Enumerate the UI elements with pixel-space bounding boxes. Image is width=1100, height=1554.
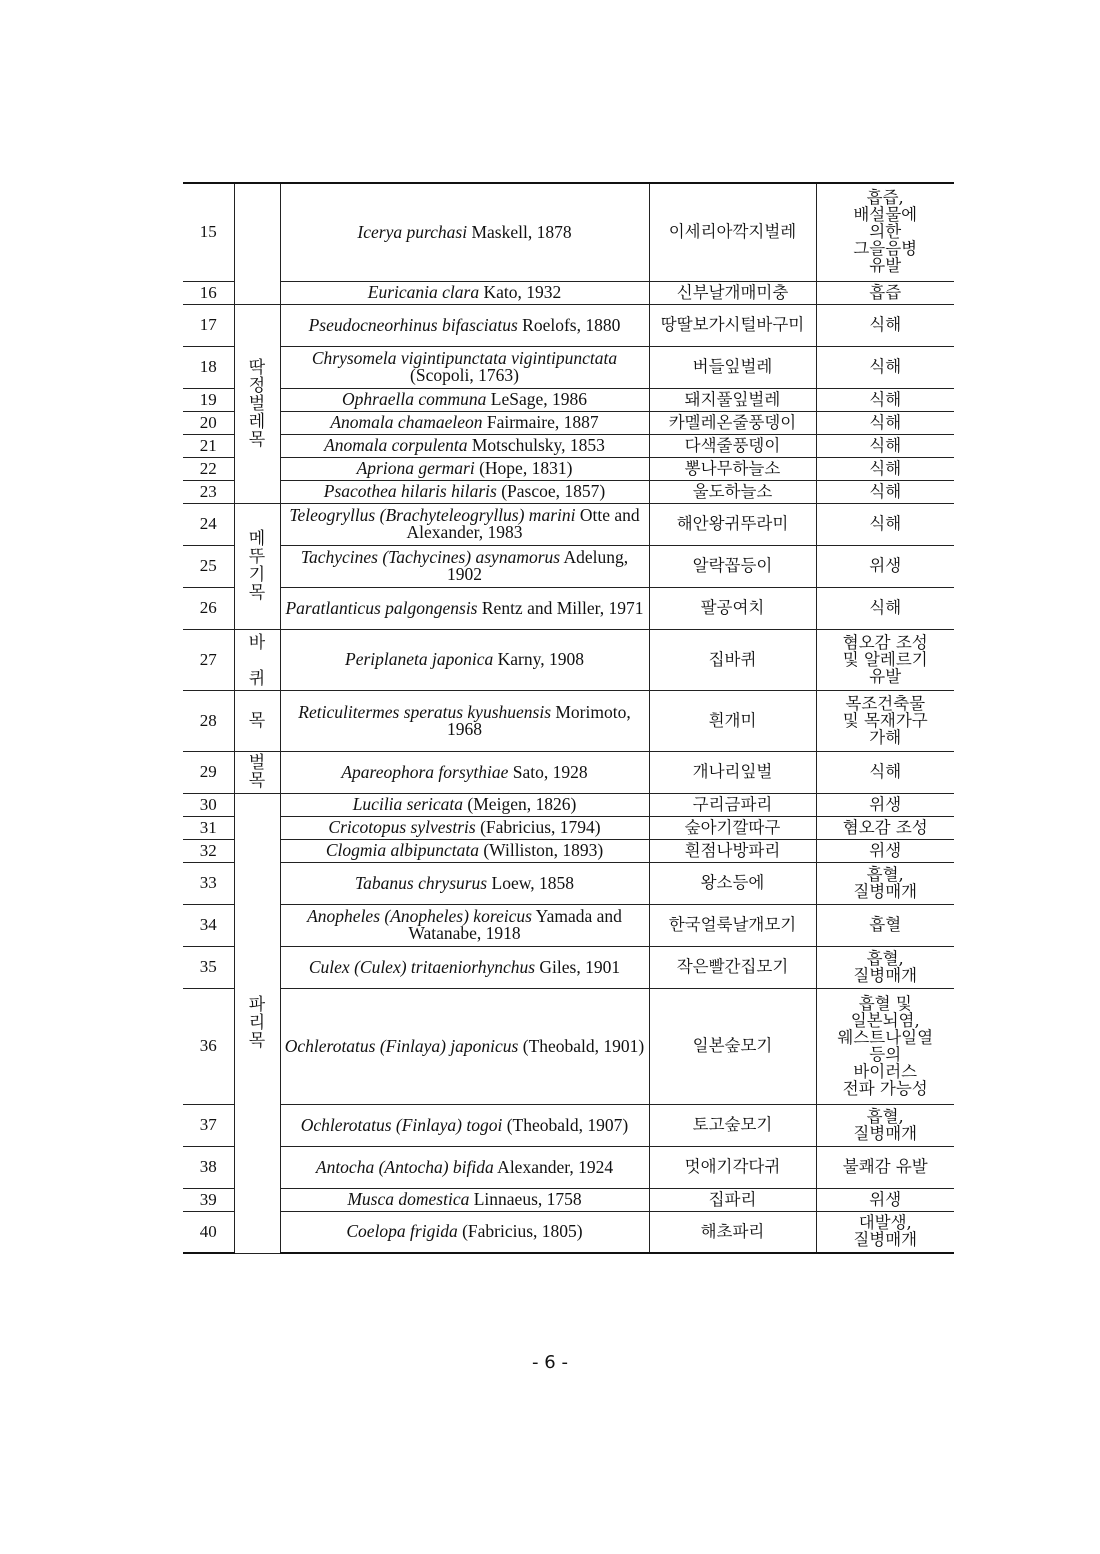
order-diptera: 파 리 목 (234, 793, 280, 1253)
table-row (183, 793, 954, 816)
order-coleoptera: 딱 정 벌 레 목 (234, 304, 280, 503)
table-row (183, 904, 954, 946)
korean-name: 알락꼽등이 (649, 545, 816, 587)
row-number: 34 (183, 904, 234, 946)
scientific-name: Psacothea hilaris hilaris (Pascoe, 1857) (280, 480, 649, 503)
table-row (183, 545, 954, 587)
korean-name: 왕소등에 (649, 862, 816, 904)
scientific-name: Cricotopus sylvestris (Fabricius, 1794) (280, 816, 649, 839)
korean-name: 멋애기각다귀 (649, 1146, 816, 1188)
table-row (183, 946, 954, 988)
row-number: 27 (183, 629, 234, 690)
damage-type: 식해 (816, 503, 954, 545)
damage-type: 위생 (816, 839, 954, 862)
damage-type: 흡혈, 질병매개 (816, 946, 954, 988)
korean-name: 땅딸보가시털바구미 (649, 304, 816, 346)
order-orthoptera: 메 뚜 기 목 (234, 503, 280, 629)
korean-name: 집바퀴 (649, 629, 816, 690)
scientific-name: Paratlanticus palgongensis Rentz and Miller, 1971 (280, 587, 649, 629)
damage-type: 대발생, 질병매개 (816, 1211, 954, 1253)
damage-type: 혐오감 조성 (816, 816, 954, 839)
damage-type: 위생 (816, 793, 954, 816)
damage-type: 흡혈, 질병매개 (816, 862, 954, 904)
scientific-name: Chrysomela vigintipunctata vigintipunctata (Scopoli, 1763) (280, 346, 649, 388)
damage-type: 식해 (816, 388, 954, 411)
korean-name: 버들잎벌레 (649, 346, 816, 388)
scientific-name: Tabanus chrysurus Loew, 1858 (280, 862, 649, 904)
table-row (183, 434, 954, 457)
damage-type: 식해 (816, 751, 954, 793)
table-row (183, 457, 954, 480)
damage-type: 식해 (816, 346, 954, 388)
damage-type: 식해 (816, 480, 954, 503)
scientific-name: Antocha (Antocha) bifida Alexander, 1924 (280, 1146, 649, 1188)
scientific-name: Ochlerotatus (Finlaya) japonicus (Theobald, 1901) (280, 988, 649, 1104)
table-row (183, 862, 954, 904)
scientific-name: Anopheles (Anopheles) koreicus Yamada and Watanabe, 1918 (280, 904, 649, 946)
row-number: 21 (183, 434, 234, 457)
scientific-name: Anomala corpulenta Motschulsky, 1853 (280, 434, 649, 457)
species-table (183, 182, 954, 1254)
row-number: 19 (183, 388, 234, 411)
order-cell-empty (234, 183, 280, 304)
scientific-name: Ochlerotatus (Finlaya) togoi (Theobald, 1907) (280, 1104, 649, 1146)
row-number: 30 (183, 793, 234, 816)
korean-name: 이세리아깍지벌레 (649, 183, 816, 281)
korean-name: 신부날개매미충 (649, 281, 816, 304)
scientific-name: Periplaneta japonica Karny, 1908 (280, 629, 649, 690)
korean-name: 흰개미 (649, 690, 816, 751)
korean-name: 카멜레온줄풍뎅이 (649, 411, 816, 434)
row-number: 38 (183, 1146, 234, 1188)
table-row (183, 816, 954, 839)
korean-name: 흰점나방파리 (649, 839, 816, 862)
scientific-name: Culex (Culex) tritaeniorhynchus Giles, 1901 (280, 946, 649, 988)
korean-name: 일본숲모기 (649, 988, 816, 1104)
row-number: 31 (183, 816, 234, 839)
korean-name: 해안왕귀뚜라미 (649, 503, 816, 545)
row-number: 32 (183, 839, 234, 862)
table-row (183, 411, 954, 434)
damage-type: 식해 (816, 304, 954, 346)
damage-type: 식해 (816, 411, 954, 434)
table-row (183, 304, 954, 346)
scientific-name: Ophraella communa LeSage, 1986 (280, 388, 649, 411)
scientific-name: Coelopa frigida (Fabricius, 1805) (280, 1211, 649, 1253)
damage-type: 식해 (816, 457, 954, 480)
scientific-name: Teleogryllus (Brachyteleogryllus) marini Otte and Alexander, 1983 (280, 503, 649, 545)
order-blattodea-bottom: 목 (234, 690, 280, 751)
damage-type: 흡즙 (816, 281, 954, 304)
table-row (183, 839, 954, 862)
korean-name: 돼지풀잎벌레 (649, 388, 816, 411)
damage-type: 흡혈 (816, 904, 954, 946)
row-number: 37 (183, 1104, 234, 1146)
korean-name: 작은빨간집모기 (649, 946, 816, 988)
damage-type: 혐오감 조성 및 알레르기 유발 (816, 629, 954, 690)
table-row (183, 1188, 954, 1211)
korean-name: 집파리 (649, 1188, 816, 1211)
scientific-name: Apareophora forsythiae Sato, 1928 (280, 751, 649, 793)
row-number: 39 (183, 1188, 234, 1211)
row-number: 18 (183, 346, 234, 388)
damage-type: 흡즙, 배설물에 의한 그을음병 유발 (816, 183, 954, 281)
scientific-name: Lucilia sericata (Meigen, 1826) (280, 793, 649, 816)
korean-name: 팔공여치 (649, 587, 816, 629)
korean-name: 구리금파리 (649, 793, 816, 816)
damage-type: 불쾌감 유발 (816, 1146, 954, 1188)
scientific-name: Reticulitermes speratus kyushuensis Morimoto, 1968 (280, 690, 649, 751)
row-number: 40 (183, 1211, 234, 1253)
table-row (183, 988, 954, 1104)
row-number: 22 (183, 457, 234, 480)
table-row (183, 751, 954, 793)
korean-name: 다색줄풍뎅이 (649, 434, 816, 457)
damage-type: 흡혈, 질병매개 (816, 1104, 954, 1146)
row-number: 20 (183, 411, 234, 434)
damage-type: 식해 (816, 434, 954, 457)
table-row (183, 480, 954, 503)
damage-type: 식해 (816, 587, 954, 629)
table-row (183, 1146, 954, 1188)
row-number: 23 (183, 480, 234, 503)
scientific-name: Clogmia albipunctata (Williston, 1893) (280, 839, 649, 862)
korean-name: 울도하늘소 (649, 480, 816, 503)
table-row (183, 629, 954, 690)
table-row (183, 346, 954, 388)
table-row (183, 690, 954, 751)
table-row (183, 587, 954, 629)
damage-type: 흡혈 및 일본뇌염, 웨스트나일열 등의 바이러스 전파 가능성 (816, 988, 954, 1104)
scientific-name: Anomala chamaeleon Fairmaire, 1887 (280, 411, 649, 434)
order-hymenoptera: 벌 목 (234, 751, 280, 793)
row-number: 28 (183, 690, 234, 751)
damage-type: 목조건축물 및 목재가구 가해 (816, 690, 954, 751)
scientific-name: Pseudocneorhinus bifasciatus Roelofs, 1880 (280, 304, 649, 346)
table-row (183, 281, 954, 304)
row-number: 25 (183, 545, 234, 587)
korean-name: 뽕나무하늘소 (649, 457, 816, 480)
row-number: 26 (183, 587, 234, 629)
scientific-name: Euricania clara Kato, 1932 (280, 281, 649, 304)
table-row (183, 183, 954, 281)
table-row (183, 503, 954, 545)
scientific-name: Icerya purchasi Maskell, 1878 (280, 183, 649, 281)
korean-name: 토고숲모기 (649, 1104, 816, 1146)
row-number: 17 (183, 304, 234, 346)
scientific-name: Apriona germari (Hope, 1831) (280, 457, 649, 480)
table-row (183, 388, 954, 411)
damage-type: 위생 (816, 545, 954, 587)
korean-name: 숲아기깔따구 (649, 816, 816, 839)
scientific-name: Musca domestica Linnaeus, 1758 (280, 1188, 649, 1211)
table-row (183, 1211, 954, 1253)
row-number: 33 (183, 862, 234, 904)
page-number: - 6 - (532, 1352, 568, 1373)
order-blattodea-top: 바 퀴 (234, 629, 280, 690)
table-row (183, 1104, 954, 1146)
korean-name: 한국얼룩날개모기 (649, 904, 816, 946)
damage-type: 위생 (816, 1188, 954, 1211)
row-number: 29 (183, 751, 234, 793)
row-number: 35 (183, 946, 234, 988)
scientific-name: Tachycines (Tachycines) asynamorus Adelung, 1902 (280, 545, 649, 587)
row-number: 16 (183, 281, 234, 304)
row-number: 15 (183, 183, 234, 281)
korean-name: 해초파리 (649, 1211, 816, 1253)
row-number: 36 (183, 988, 234, 1104)
row-number: 24 (183, 503, 234, 545)
korean-name: 개나리잎벌 (649, 751, 816, 793)
